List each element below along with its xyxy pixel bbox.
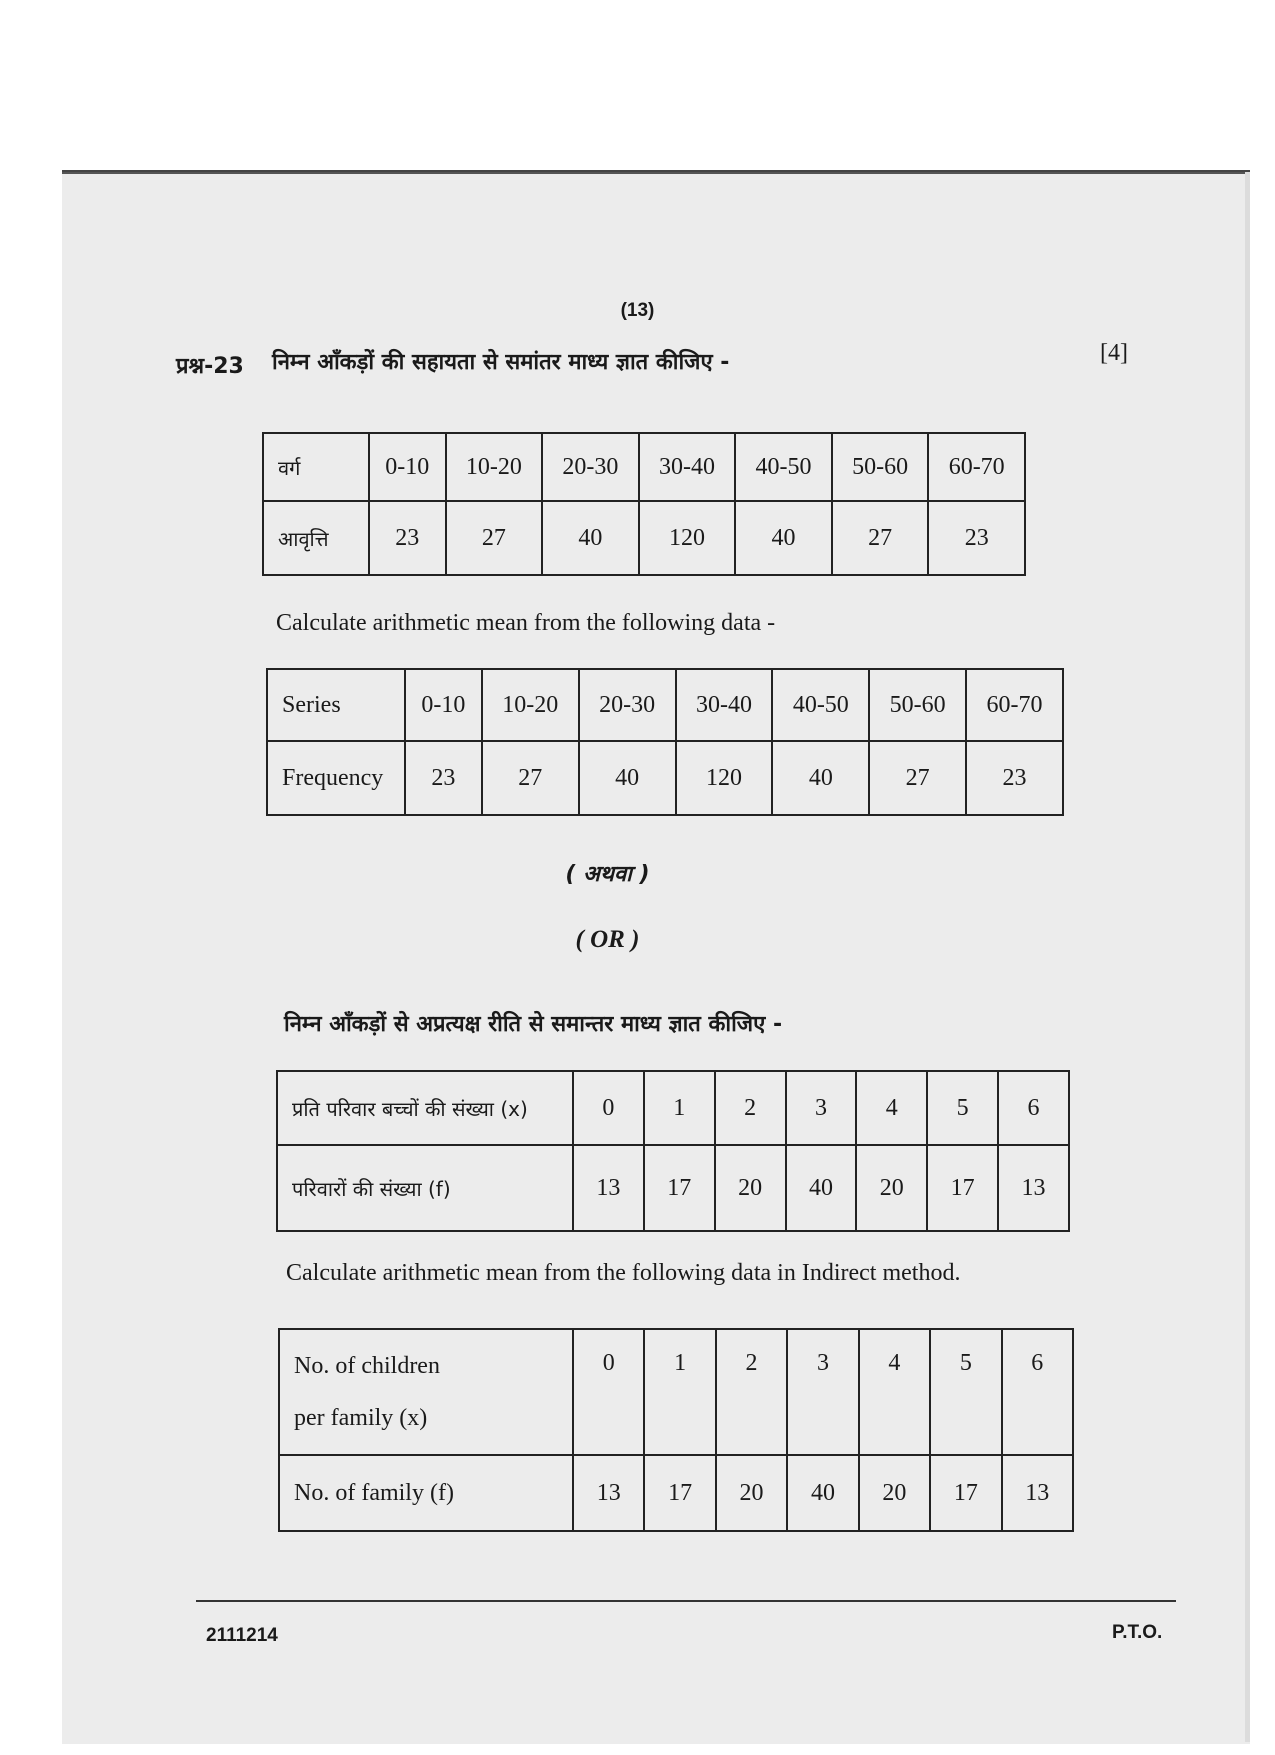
table-cell: 13 — [998, 1145, 1069, 1231]
table-cell: 13 — [573, 1145, 644, 1231]
table-cell: 40-50 — [772, 669, 869, 741]
question-marks: [4] — [1100, 340, 1128, 366]
table-cell: 20-30 — [579, 669, 676, 741]
pto-label: P.T.O. — [1112, 1622, 1163, 1643]
table-cell: 17 — [930, 1455, 1001, 1531]
table-cell: 20-30 — [542, 433, 639, 501]
table-cell: 0-10 — [369, 433, 446, 501]
table-cell: 40 — [542, 501, 639, 575]
table-cell: 6 — [1002, 1329, 1073, 1455]
table-cell: 27 — [832, 501, 929, 575]
table-cell: 40-50 — [735, 433, 832, 501]
row-label-frequency: Frequency — [267, 741, 405, 815]
table-cell: 60-70 — [928, 433, 1025, 501]
page-number: (13) — [620, 300, 655, 321]
row-label-children: प्रति परिवार बच्चों की संख्या (x) — [277, 1071, 573, 1145]
english-question-2: Calculate arithmetic mean from the following data in Indirect method. — [286, 1260, 961, 1286]
table-cell: 0-10 — [405, 669, 482, 741]
table-row — [277, 1071, 1069, 1145]
table-cell: 4 — [856, 1071, 927, 1145]
table-cell: 1 — [644, 1329, 715, 1455]
table-cell: 40 — [735, 501, 832, 575]
table-cell: 2 — [715, 1071, 786, 1145]
table-row — [279, 1329, 1073, 1455]
table-cell: 17 — [644, 1455, 715, 1531]
table-row — [277, 1145, 1069, 1231]
table-cell: 30-40 — [639, 433, 736, 501]
table-cell: 6 — [998, 1071, 1069, 1145]
table-cell: 27 — [482, 741, 579, 815]
table-cell: 50-60 — [832, 433, 929, 501]
table-row — [279, 1455, 1073, 1531]
row-label-series: Series — [267, 669, 405, 741]
table-cell: 40 — [579, 741, 676, 815]
table-cell: 10-20 — [446, 433, 543, 501]
row-label-children — [279, 1329, 573, 1455]
table-cell: 20 — [716, 1455, 787, 1531]
table-cell: 17 — [927, 1145, 998, 1231]
question-text-hindi: निम्न आँकड़ों की सहायता से समांतर माध्य ज्ञात कीजिए - — [272, 350, 730, 375]
table-cell: 120 — [676, 741, 773, 815]
table-cell: 3 — [786, 1071, 857, 1145]
table-cell: 50-60 — [869, 669, 966, 741]
table-cell: 0 — [573, 1329, 644, 1455]
table-cell: 30-40 — [676, 669, 773, 741]
table-cell: 3 — [787, 1329, 858, 1455]
table-row — [267, 741, 1063, 815]
table-cell: 23 — [966, 741, 1063, 815]
table-cell: 10-20 — [482, 669, 579, 741]
table-cell: 27 — [869, 741, 966, 815]
table-cell: 23 — [405, 741, 482, 815]
table-cell: 1 — [644, 1071, 715, 1145]
question-label: प्रश्न-23 — [176, 354, 244, 379]
table-cell: 0 — [573, 1071, 644, 1145]
or-hindi: ( अथवा ) — [565, 862, 650, 887]
row-label-families: No. of family (f) — [279, 1455, 573, 1531]
data-table-english — [266, 668, 1064, 816]
table-cell: 20 — [856, 1145, 927, 1231]
table-row — [263, 501, 1025, 575]
table-cell: 13 — [573, 1455, 644, 1531]
data-table-children-hindi — [276, 1070, 1070, 1232]
paper-code: 2111214 — [206, 1625, 278, 1646]
table-cell: 23 — [928, 501, 1025, 575]
row-label-line: per family (x) — [294, 1405, 428, 1431]
table-cell: 20 — [859, 1455, 930, 1531]
row-label-class: वर्ग — [263, 433, 369, 501]
top-rule — [62, 170, 1250, 172]
english-question-1: Calculate arithmetic mean from the following data - — [276, 610, 776, 636]
table-cell: 27 — [446, 501, 543, 575]
table-cell: 120 — [639, 501, 736, 575]
row-label-families: परिवारों की संख्या (f) — [277, 1145, 573, 1231]
table-cell: 40 — [772, 741, 869, 815]
table-cell: 60-70 — [966, 669, 1063, 741]
alt-question-hindi: निम्न आँकड़ों से अप्रत्यक्ष रीति से समान्तर माध्य ज्ञात कीजिए - — [284, 1012, 783, 1037]
table-cell: 23 — [369, 501, 446, 575]
table-cell: 20 — [715, 1145, 786, 1231]
data-table-hindi — [262, 432, 1026, 576]
table-row — [267, 669, 1063, 741]
table-cell: 40 — [786, 1145, 857, 1231]
row-label-line: No. of children — [294, 1353, 440, 1379]
table-cell: 5 — [930, 1329, 1001, 1455]
page-edge-shadow — [1245, 172, 1250, 1742]
table-cell: 2 — [716, 1329, 787, 1455]
footer-rule — [196, 1600, 1176, 1602]
row-label-frequency: आवृत्ति — [263, 501, 369, 575]
table-cell: 5 — [927, 1071, 998, 1145]
or-english: ( OR ) — [575, 926, 640, 953]
table-cell: 40 — [787, 1455, 858, 1531]
table-cell: 17 — [644, 1145, 715, 1231]
data-table-children-english — [278, 1328, 1074, 1532]
table-cell: 13 — [1002, 1455, 1073, 1531]
table-row — [263, 433, 1025, 501]
table-cell: 4 — [859, 1329, 930, 1455]
